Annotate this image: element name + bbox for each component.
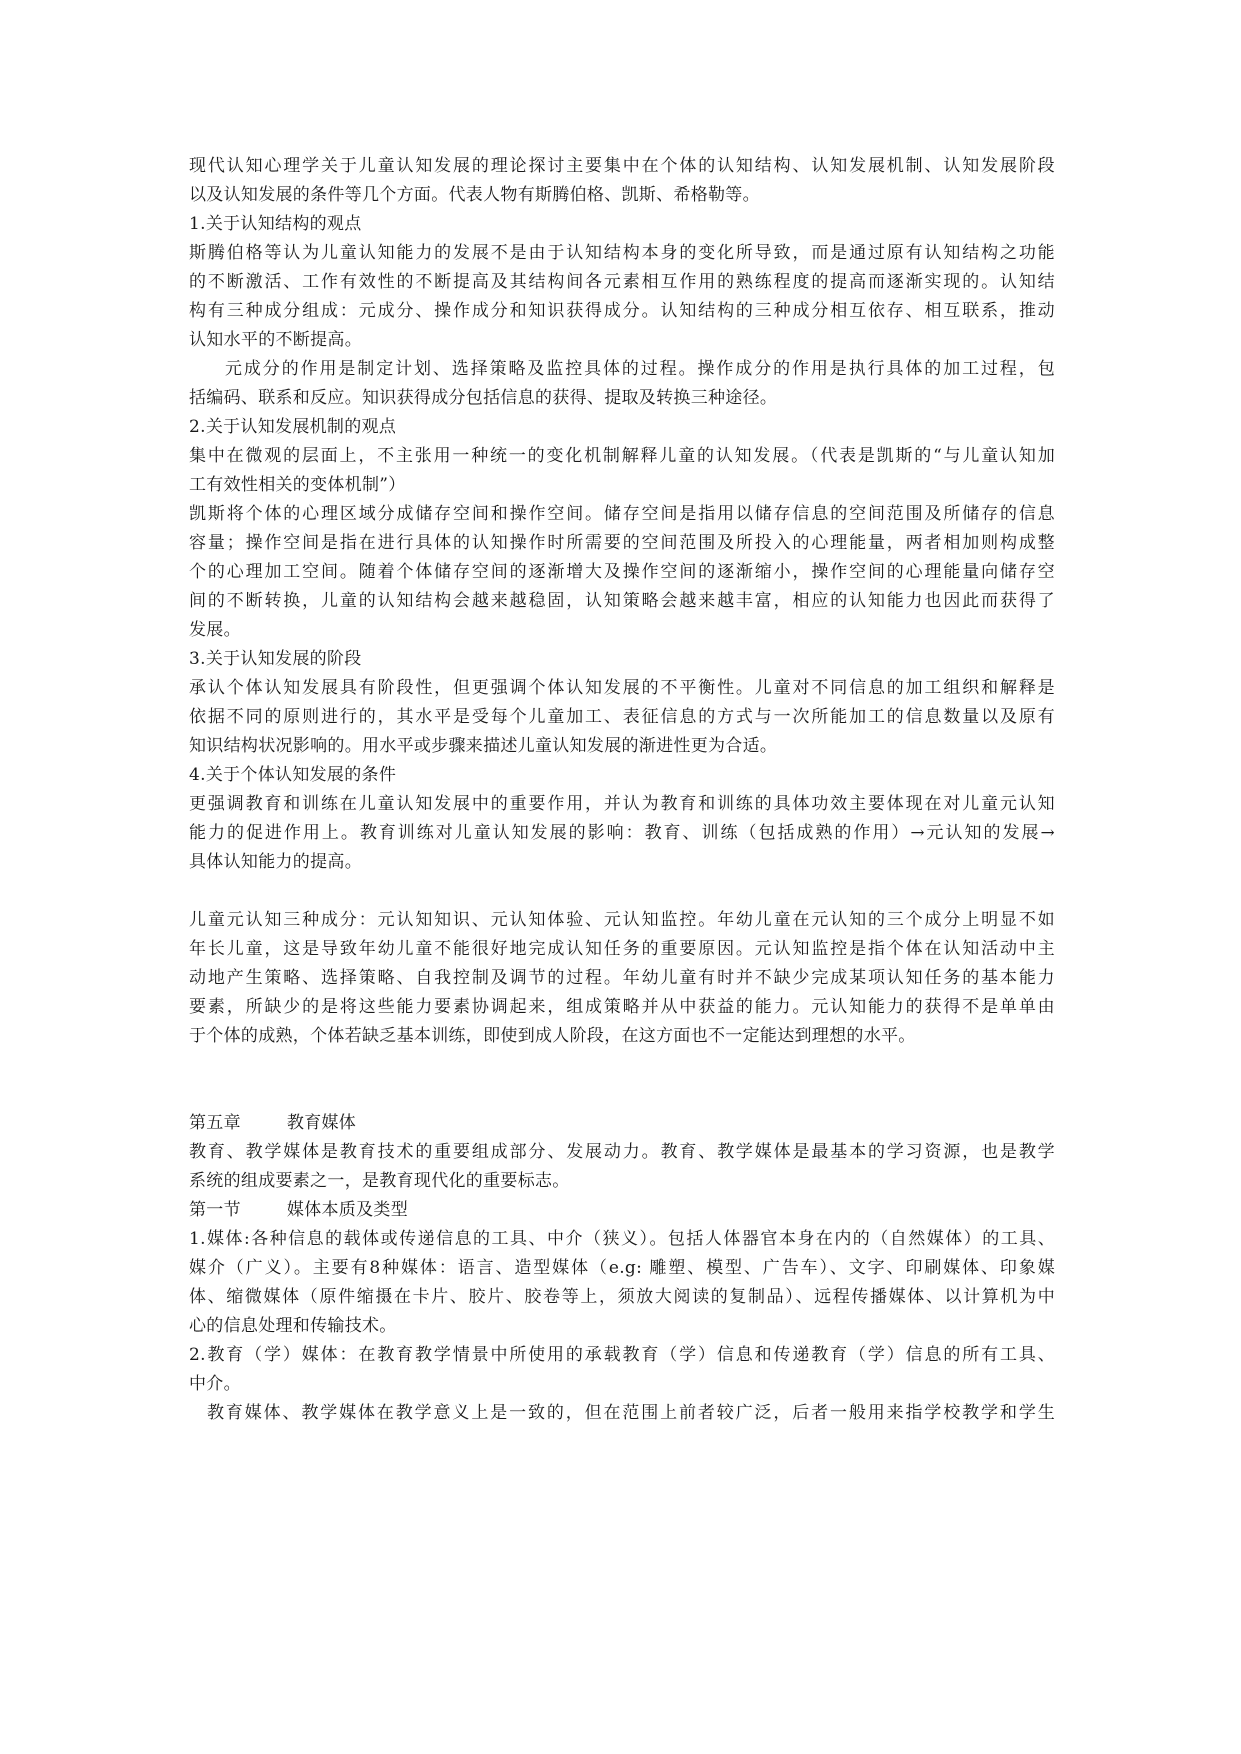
paragraph-line: 以及认知发展的条件等几个方面。代表人物有斯腾伯格、凯斯、希格勒等。 [189, 185, 760, 205]
paragraph-line: 教育媒体、教学媒体在教学意义上是一致的，但在范围上前者较广泛，后者一般用来指学校教学和学生 [207, 1403, 1055, 1423]
paragraph-line: 年长儿童，这是导致年幼儿童不能很好地完成认知任务的重要原因。元认知监控是指个体在认知活动中主 [189, 939, 1055, 959]
chapter-title: 教育媒体 [286, 1113, 357, 1133]
paragraph-line: 认知水平的不断提高。 [189, 330, 362, 350]
chapter-number: 第五章 [189, 1113, 241, 1133]
paragraph-line: 括编码、联系和反应。知识获得成分包括信息的获得、提取及转换三种途径。 [189, 388, 778, 408]
paragraph-line: 中介。 [189, 1374, 241, 1394]
paragraph-line: 发展。 [189, 620, 241, 640]
paragraph-line: 能力的促进作用上。教育训练对儿童认知发展的影响：教育、训练（包括成熟的作用）→元认知的发展→ [189, 823, 1055, 843]
paragraph-line: 2.教育（学）媒体：在教育教学情景中所使用的承载教育（学）信息和传递教育（学）信息的所有工具、 [189, 1345, 1055, 1365]
paragraph-line: 承认个体认知发展具有阶段性，但更强调个体认知发展的不平衡性。儿童对不同信息的加工组织和解释是 [189, 678, 1055, 698]
paragraph-line: 现代认知心理学关于儿童认知发展的理论探讨主要集中在个体的认知结构、认知发展机制、认知发展阶段 [189, 156, 1055, 176]
paragraph-line: 工有效性相关的变体机制”） [189, 475, 406, 495]
paragraph-line: 集中在微观的层面上，不主张用一种统一的变化机制解释儿童的认知发展。（代表是凯斯的“与儿童认知加 [189, 446, 1055, 466]
document-body [189, 152, 1055, 1428]
paragraph-line: 儿童元认知三种成分：元认知知识、元认知体验、元认知监控。年幼儿童在元认知的三个成分上明显不如 [189, 910, 1055, 930]
section-title: 媒体本质及类型 [286, 1200, 409, 1220]
section-heading: 1.关于认知结构的观点 [189, 214, 362, 234]
section-heading [189, 1196, 1055, 1225]
section-heading: 4.关于个体认知发展的条件 [189, 765, 397, 785]
paragraph-line: 间的不断转换，儿童的认知结构会越来越稳固，认知策略会越来越丰富，相应的认知能力也因此而获得了 [189, 591, 1055, 611]
chapter-heading [189, 1109, 1055, 1138]
paragraph-line: 更强调教育和训练在儿童认知发展中的重要作用，并认为教育和训练的具体功效主要体现在对儿童元认知 [189, 794, 1055, 814]
paragraph-line: 于个体的成熟，个体若缺乏基本训练，即使到成人阶段，在这方面也不一定能达到理想的水平。 [189, 1026, 916, 1046]
paragraph-line: 斯腾伯格等认为儿童认知能力的发展不是由于认知结构本身的变化所导致，而是通过原有认知结构之功能 [189, 243, 1055, 263]
paragraph-line: 的不断激活、工作有效性的不断提高及其结构间各元素相互作用的熟练程度的提高而逐渐实现的。认知结 [189, 272, 1055, 292]
paragraph-line: 教育、教学媒体是教育技术的重要组成部分、发展动力。教育、教学媒体是最基本的学习资源，也是教学 [189, 1142, 1055, 1162]
paragraph-line: 知识结构状况影响的。用水平或步骤来描述儿童认知发展的渐进性更为合适。 [189, 736, 778, 756]
paragraph-line: 凯斯将个体的心理区域分成储存空间和操作空间。储存空间是指用以储存信息的空间范围及所储存的信息 [189, 504, 1055, 524]
paragraph-line: 系统的组成要素之一，是教育现代化的重要标志。 [189, 1171, 570, 1191]
paragraph-line: 要素，所缺少的是将这些能力要素协调起来，组成策略并从中获益的能力。元认知能力的获得不是单单由 [189, 997, 1055, 1017]
blank-line [189, 877, 1055, 906]
paragraph-line: 1.媒体:各种信息的载体或传递信息的工具、中介（狭义）。包括人体器官本身在内的（自然媒体）的工具、 [189, 1229, 1055, 1249]
paragraph-line: 媒介（广义）。主要有8种媒体：语言、造型媒体（e.g: 雕塑、模型、广告车）、文字、印刷媒体、印象媒 [189, 1258, 1055, 1278]
paragraph-line: 动地产生策略、选择策略、自我控制及调节的过程。年幼儿童有时并不缺少完成某项认知任务的基本能力 [189, 968, 1055, 988]
section-number: 第一节 [189, 1200, 241, 1220]
paragraph-line: 体、缩微媒体（原件缩摄在卡片、胶片、胶卷等上，须放大阅读的复制品）、远程传播媒体、以计算机为中 [189, 1287, 1055, 1307]
paragraph-line: 心的信息处理和传输技术。 [189, 1316, 397, 1336]
paragraph-line: 个的心理加工空间。随着个体储存空间的逐渐增大及操作空间的逐渐缩小，操作空间的心理能量向储存空 [189, 562, 1055, 582]
paragraph-line: 具体认知能力的提高。 [189, 852, 362, 872]
blank-lines [189, 1051, 1055, 1109]
paragraph-line: 容量；操作空间是指在进行具体的认知操作时所需要的空间范围及所投入的心理能量，两者相加则构成整 [189, 533, 1055, 553]
paragraph-line: 构有三种成分组成：元成分、操作成分和知识获得成分。认知结构的三种成分相互依存、相互联系，推动 [189, 301, 1055, 321]
paragraph-line: 依据不同的原则进行的，其水平是受每个儿童加工、表征信息的方式与一次所能加工的信息数量以及原有 [189, 707, 1055, 727]
section-heading: 3.关于认知发展的阶段 [189, 649, 362, 669]
section-heading: 2.关于认知发展机制的观点 [189, 417, 397, 437]
paragraph-line: 元成分的作用是制定计划、选择策略及监控具体的过程。操作成分的作用是执行具体的加工过程，包 [225, 359, 1055, 379]
